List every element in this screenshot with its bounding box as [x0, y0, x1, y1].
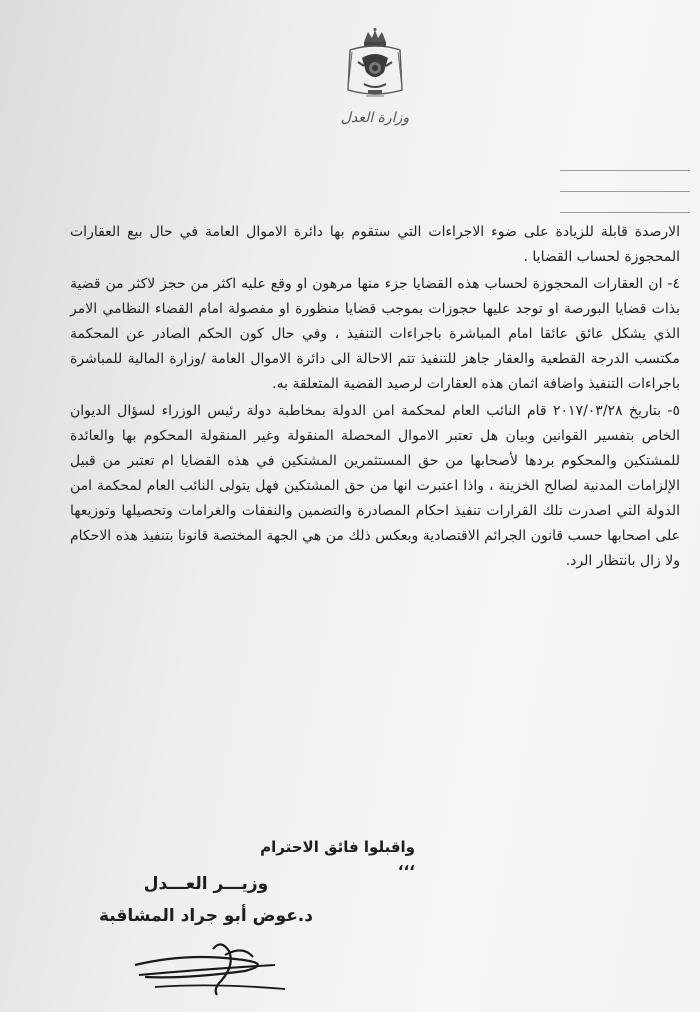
- reference-line: [560, 192, 690, 213]
- paragraph-balances: الارصدة قابلة للزيادة على ضوء الاجراءات التي ستقوم بها دائرة الاموال العامة في حال بيع العقارات المحجوزة لحساب القضايا .: [70, 224, 680, 265]
- ministry-name: وزارة العدل: [340, 110, 410, 126]
- reference-line: [560, 150, 690, 171]
- letter-body: [70, 220, 680, 576]
- reference-lines: [560, 150, 690, 213]
- minister-title: وزيـــر العـــدل: [143, 874, 269, 894]
- paragraph-item-4: ٤- ان العقارات المحجوزة لحساب هذه القضايا جزء منها مرهون او وقع عليه اكثر من حجز لاكثر من قضية بذات قضايا البورصة او توجد عليها حجوزات بموجب قضايا منظورة او مفصولة امام القضاء النظامي الامر الذي يشكل عائق عائقا امام المباشرة باجراءات التنفيذ ، وفي حال كون الحكم الصادر عن المحكمة مكتسب الدرجة القطعية والعقار جاهز للتنفيذ تتم الاحالة الى دائرة الاموال العامة /وزارة المالية للمباشرة باجراءات التنفيذ واضافة اثمان هذه العقارات لرصيد القضية المتعلقة به.: [70, 276, 680, 392]
- crown-emblem-icon: [344, 28, 406, 102]
- minister-name: د.عوض أبو جراد المشاقبة: [99, 906, 313, 926]
- paragraph-item-5: ٥- بتاريخ ٢٠١٧/٠٣/٢٨ قام النائب العام لمحكمة امن الدولة بمخاطبة دولة رئيس الوزراء لسؤال الديوان الخاص بتفسير القوانين وبيان هل تعتبر الاموال المحصلة المنقولة وغير المنقولة المحكوم بها والعائدة للمشتكين والمحكوم بردها لأصحابها من حق المستثمرين المشتكين في هذه القضايا ام تعتبر من قبيل الإلزامات المدنية لصالح الخزينة ، واذا اعتبرت انها من حق المشتكين فهل يتولى النائب العام لمحكمة امن الدولة التي اصدرت تلك القرارات تنفيذ احكام المصادرة والتضمين والنفقات والغرامات وتحصيلها وتوزيعها على اصحابها حسب قانون الجرائم الاقتصادية وبعكس ذلك من هي الجهة المختصة قانونا بتنفيذ هذه الاحكام ولا زال بانتظار الرد.: [70, 403, 680, 569]
- handwritten-signature: [125, 935, 305, 1005]
- closing-salutation: واقبلوا فائق الاحترام ،،،: [260, 838, 415, 874]
- reference-line: [560, 171, 690, 192]
